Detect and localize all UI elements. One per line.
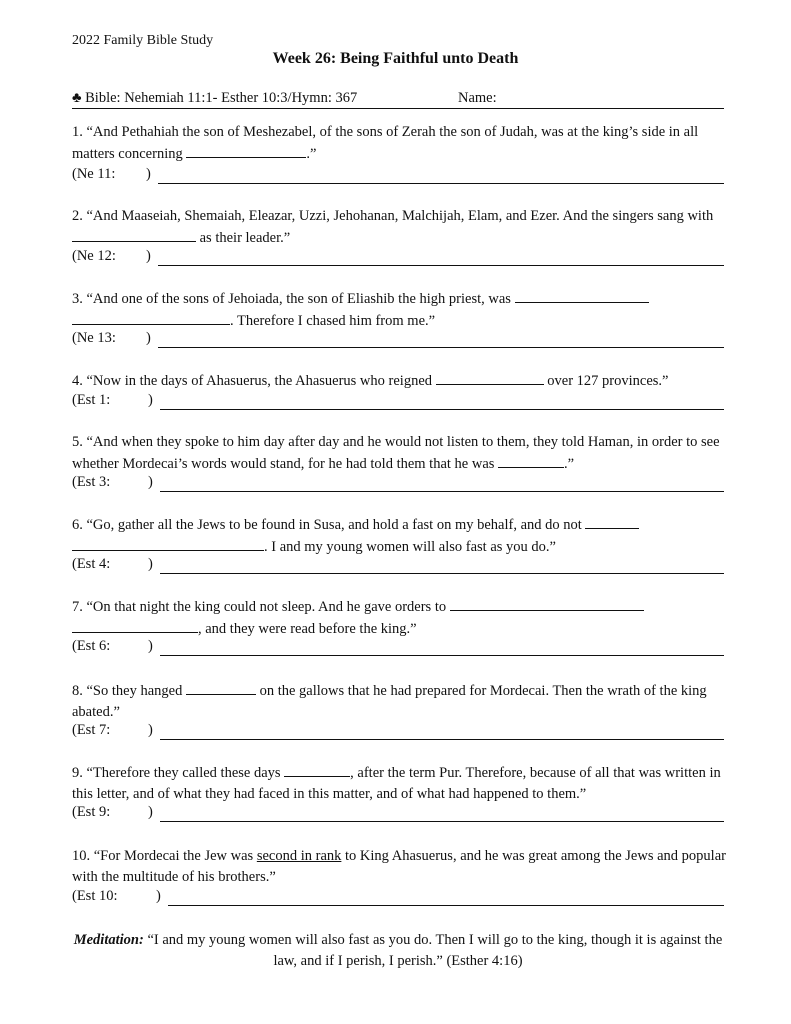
answer-line[interactable]	[160, 491, 724, 492]
answer-line[interactable]	[158, 265, 724, 266]
answer-blank[interactable]	[186, 143, 306, 158]
question-text: 5. “And when they spoke to him day after day and he would not listen to them, they told Haman, in order to see whether Mordecai’s words would stand, for he had told them that he was	[72, 434, 720, 472]
close-paren: )	[148, 638, 153, 654]
close-paren: )	[148, 722, 153, 738]
question-5	[72, 432, 728, 475]
answer-blank[interactable]	[436, 370, 544, 385]
close-paren: )	[146, 330, 151, 346]
question-text: 3. “And one of the sons of Jehoiada, the son of Eliashib the high priest, was	[72, 291, 511, 307]
reference-label: (Est 1:	[72, 392, 111, 408]
answer-line[interactable]	[160, 409, 724, 410]
question-6	[72, 514, 728, 558]
answer-blank-continued[interactable]	[72, 536, 264, 551]
reference-label: (Est 3:	[72, 474, 111, 490]
meditation-text: “I and my young women will also fast as you do. Then I will go to the king, though it is against the law, and if I perish, I perish.” (Esther 4:16)	[147, 932, 723, 969]
reference-label: (Est 4:	[72, 556, 111, 572]
reference-row	[72, 390, 724, 412]
answer-line[interactable]	[160, 655, 724, 656]
question-text: 2. “And Maaseiah, Shemaiah, Eleazar, Uzzi, Jehohanan, Malchijah, Elam, and Ezer. And the singers sang with	[72, 208, 714, 224]
page-title: Week 26: Being Faithful unto Death	[272, 50, 519, 67]
reference-row	[72, 328, 724, 350]
question-7	[72, 596, 728, 640]
question-text: 1. “And Pethahiah the son of Meshezabel, of the sons of Zerah the son of Judah, was at the king’s side in all matters concerning	[72, 124, 699, 162]
question-text-end: . I and my young women will also fast as you do.”	[264, 539, 556, 555]
answer-line[interactable]	[160, 821, 724, 822]
answer-line[interactable]	[158, 347, 724, 348]
question-text-end: , and they were read before the king.”	[198, 621, 417, 637]
question-9	[72, 762, 728, 805]
answer-blank[interactable]	[498, 453, 564, 468]
reference-row	[72, 246, 724, 268]
question-1	[72, 122, 728, 165]
reference-row	[72, 802, 724, 824]
underlined-phrase: second in rank	[256, 848, 342, 864]
close-paren: )	[148, 804, 153, 820]
answer-blank[interactable]	[72, 227, 196, 242]
close-paren: )	[148, 556, 153, 572]
question-text-end: . Therefore I chased him from me.”	[230, 313, 436, 329]
answer-blank[interactable]	[515, 288, 649, 303]
close-paren: )	[148, 474, 153, 490]
question-text: 6. “Go, gather all the Jews to be found in Susa, and hold a fast on my behalf, and do not	[72, 517, 582, 533]
close-paren: )	[146, 248, 151, 264]
answer-blank[interactable]	[450, 596, 644, 611]
reference-label: (Est 10:	[72, 888, 118, 904]
question-text: 10. “For Mordecai the Jew was	[72, 848, 254, 864]
reference-label: (Ne 13:	[72, 330, 116, 346]
question-text: 7. “On that night the king could not sleep. And he gave orders to	[72, 599, 447, 615]
question-text-end: on the gallows that he had prepared for Mordecai. Then the wrath of the king abated.”	[72, 683, 707, 720]
reference-label: (Est 6:	[72, 638, 111, 654]
answer-blank-continued[interactable]	[72, 310, 230, 325]
question-text-end: , after the term Pur. Therefore, because of all that was written in this letter, and of what they had faced in this matter, and of what had happened to them.”	[72, 765, 721, 802]
close-paren: )	[146, 166, 151, 182]
reference-label: (Ne 12:	[72, 248, 116, 264]
bible-reading-label: ♣ Bible: Nehemiah 11:1- Esther 10:3/Hymn: 367	[72, 90, 358, 106]
close-paren: )	[148, 392, 153, 408]
question-text-end: .”	[306, 146, 317, 162]
question-10	[72, 846, 728, 888]
reference-label: (Est 7:	[72, 722, 111, 738]
name-label: Name:	[458, 90, 497, 106]
question-text-end: to King Ahasuerus, and he was great among the Jews and popular with the multitude of his brothers.”	[72, 848, 726, 885]
question-8	[72, 680, 728, 723]
question-4	[72, 370, 728, 392]
question-text-end: .”	[564, 456, 575, 472]
answer-blank[interactable]	[284, 762, 350, 777]
question-3	[72, 288, 728, 332]
question-text: 4. “Now in the days of Ahasuerus, the Ahasuerus who reigned	[72, 373, 433, 389]
reference-row	[72, 886, 724, 908]
reference-row	[72, 164, 724, 186]
answer-blank-continued[interactable]	[72, 618, 198, 633]
meditation	[72, 930, 724, 972]
answer-blank[interactable]	[585, 514, 639, 529]
reference-row	[72, 554, 724, 576]
answer-line[interactable]	[160, 573, 724, 574]
reference-row	[72, 720, 724, 742]
question-text: 9. “Therefore they called these days	[72, 765, 281, 781]
question-2	[72, 206, 728, 249]
reference-row	[72, 636, 724, 658]
reference-label: (Est 9:	[72, 804, 111, 820]
info-row	[72, 88, 724, 109]
question-text-end: over 127 provinces.”	[547, 373, 669, 389]
meditation-label: Meditation:	[73, 932, 144, 948]
answer-line[interactable]	[160, 739, 724, 740]
answer-line[interactable]	[168, 905, 724, 906]
answer-line[interactable]	[158, 183, 724, 184]
question-text-end: as their leader.”	[199, 230, 291, 246]
reference-label: (Ne 11:	[72, 166, 116, 182]
question-text: 8. “So they hanged	[72, 683, 183, 699]
study-header: 2022 Family Bible Study	[72, 33, 214, 48]
answer-blank[interactable]	[186, 680, 256, 695]
close-paren: )	[156, 888, 161, 904]
reference-row	[72, 472, 724, 494]
